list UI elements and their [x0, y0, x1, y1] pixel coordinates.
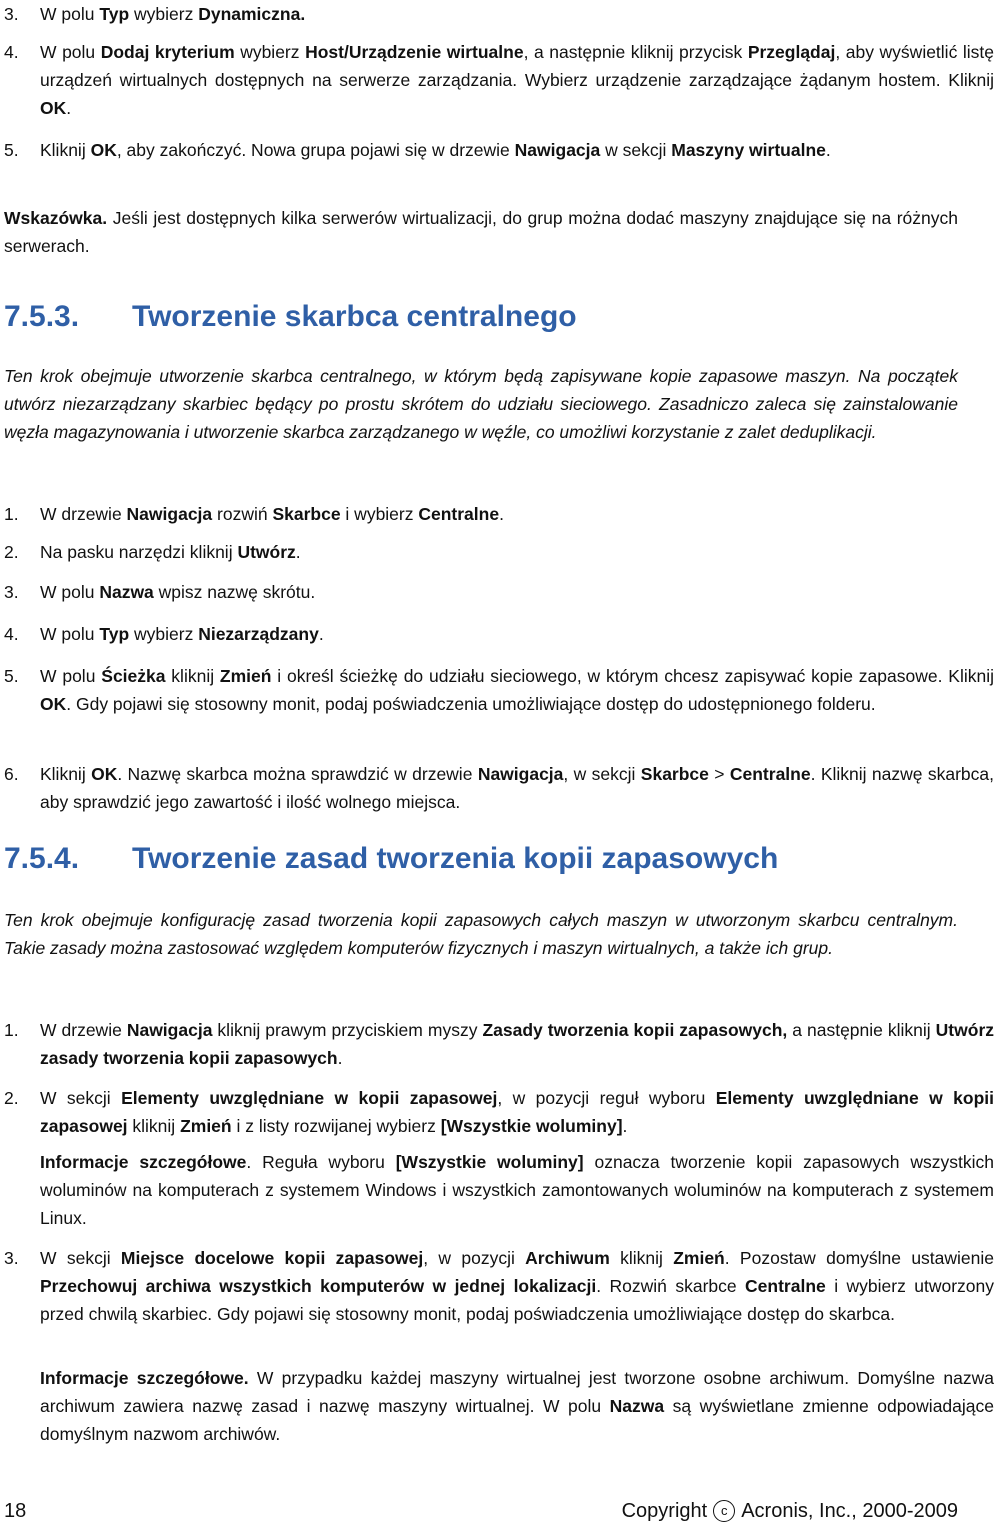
page-number: 18	[4, 1500, 27, 1522]
text-run: . Gdy pojawi się stosowny monit, podaj poświadczenia umożliwiające dostęp do udostępnionego folderu.	[66, 694, 876, 714]
copyright-notice	[622, 1500, 958, 1523]
list-number: 5.	[4, 140, 19, 160]
text-run: W polu	[40, 4, 100, 24]
bold-term: OK	[40, 694, 67, 714]
bold-term: Nazwa	[609, 1396, 665, 1416]
bold-term: [Wszystkie woluminy]	[395, 1152, 584, 1172]
list-item	[4, 620, 994, 648]
list-item	[4, 1244, 994, 1328]
bold-term: Zmień	[180, 1116, 232, 1136]
text-run: kliknij	[165, 666, 220, 686]
bold-term: Centralne	[418, 504, 500, 524]
text-run: w sekcji	[600, 140, 672, 160]
text-run: .	[825, 140, 831, 160]
bold-term: OK	[40, 98, 67, 118]
text-run: .	[295, 542, 301, 562]
bold-term: Nazwa	[99, 582, 154, 602]
text-run: wpisz nazwę skrótu.	[153, 582, 316, 602]
bold-term: Utwórz	[237, 542, 296, 562]
bold-term: Niezarządzany	[198, 624, 319, 644]
text-run: W polu	[40, 42, 101, 62]
bold-term: Przeglądaj	[747, 42, 836, 62]
text-run: , w pozycji	[423, 1248, 526, 1268]
list-item	[4, 538, 994, 566]
bold-term: OK	[91, 764, 118, 784]
text-run: wybierz	[234, 42, 306, 62]
text-run: W sekcji	[40, 1088, 122, 1108]
text-run: Jeśli jest dostępnych kilka serwerów wirtualizacji, do grup można dodać maszyny znajdujące się na różnych serwerach.	[4, 208, 958, 256]
section-intro: Ten krok obejmuje utworzenie skarbca centralnego, w którym będą zapisywane kopie zapasowe maszyn. Na początek utwórz niezarządzany skarbiec będący po prostu skrótem do udziału sieciowego. Zasadniczo zaleca się zainstalowanie węzła magazynowania i utworzenie skarbca zarządzanego w węźle, co umożliwi korzystanie z zalet deduplikacji.	[4, 366, 958, 442]
text-run: >	[708, 764, 730, 784]
text-run: W polu	[40, 666, 102, 686]
bold-term: [Wszystkie woluminy]	[440, 1116, 623, 1136]
bold-term: Informacje szczegółowe.	[40, 1368, 249, 1388]
section-number: 7.5.3.	[4, 300, 80, 333]
list-number: 6.	[4, 764, 19, 784]
list-number: 4.	[4, 42, 19, 62]
list-item	[4, 662, 994, 718]
list-number: 1.	[4, 504, 19, 524]
text-run: wybierz	[129, 4, 199, 24]
bold-term: Zmień	[673, 1248, 725, 1268]
text-run: kliknij	[609, 1248, 674, 1268]
text-run: i wybierz	[340, 504, 419, 524]
text-run: , aby wyświetlić listę urządzeń wirtualnych dostępnych na serwerze zarządzania. Wybierz urządzenie zarządzające żądanym hostem. Kliknij	[40, 42, 994, 90]
bold-term: Nawigacja	[477, 764, 564, 784]
text-run: i określ ścieżkę do udziału sieciowego, w którym chcesz zapisywać kopie zapasowe. Kliknij	[271, 666, 994, 686]
list-item	[4, 500, 994, 528]
list-number: 1.	[4, 1020, 19, 1040]
text-run: .	[337, 1048, 343, 1068]
text-run: wybierz	[129, 624, 199, 644]
text-run: W polu	[40, 624, 100, 644]
text-run: . Nazwę skarbca można sprawdzić w drzewie	[117, 764, 478, 784]
bold-term: Skarbce	[272, 504, 341, 524]
bold-term: Centralne	[745, 1276, 826, 1296]
bold-term: Dynamiczna.	[198, 4, 306, 24]
bold-term: Miejsce docelowe kopii zapasowej	[120, 1248, 424, 1268]
text-run: . Kliknij nazwę skarbca, aby sprawdzić jego zawartość i ilość wolnego miejsca.	[40, 764, 994, 812]
section-number: 7.5.4.	[4, 842, 80, 875]
bold-term: Zmień	[219, 666, 272, 686]
text-run: Kliknij	[40, 764, 92, 784]
copyright-icon: c	[713, 1500, 735, 1522]
bold-term: Przechowuj archiwa wszystkich komputerów w jednej lokalizacji	[40, 1276, 597, 1296]
list-item	[4, 1084, 994, 1140]
text-run: , w sekcji	[563, 764, 641, 784]
bold-term: Wskazówka.	[4, 208, 108, 228]
text-run: i z listy rozwijanej wybierz	[231, 1116, 441, 1136]
bold-term: Nawigacja	[126, 1020, 213, 1040]
section-intro: Ten krok obejmuje konfigurację zasad tworzenia kopii zapasowych całych maszyn w utworzonym skarbcu centralnym. Takie zasady można zastosować względem komputerów fizycznych i maszyn wirtualnych, a także ich grup.	[4, 910, 958, 958]
bold-term: OK	[90, 140, 117, 160]
text-run: kliknij prawym przyciskiem myszy	[212, 1020, 483, 1040]
text-run: W drzewie	[40, 504, 127, 524]
text-run: .	[66, 98, 72, 118]
list-number: 3.	[4, 582, 19, 602]
text-run: i wybierz utworzony przed chwilą skarbiec. Gdy pojawi się stosowny monit, podaj poświadczenia umożliwiające dostęp do skarbca.	[40, 1276, 994, 1324]
detail-note	[4, 1364, 994, 1448]
bold-term: Skarbce	[640, 764, 709, 784]
copyright-holder: Acronis, Inc., 2000-2009	[741, 1500, 958, 1522]
bold-term: Nawigacja	[126, 504, 213, 524]
list-item	[4, 578, 994, 606]
text-run: Kliknij	[40, 140, 91, 160]
text-run: rozwiń	[212, 504, 273, 524]
text-run: , a następnie kliknij przycisk	[523, 42, 748, 62]
list-number: 5.	[4, 666, 19, 686]
section-heading-754	[4, 842, 958, 876]
text-run: .	[499, 504, 504, 524]
text-run: kliknij	[127, 1116, 181, 1136]
list-number: 4.	[4, 624, 19, 644]
text-run: Na pasku narzędzi kliknij	[40, 542, 238, 562]
bold-term: Maszyny wirtualne	[671, 140, 826, 160]
text-run: W polu	[40, 582, 100, 602]
list-item	[4, 1016, 994, 1072]
text-run: . Pozostaw domyślne ustawienie	[724, 1248, 994, 1268]
bold-term: Elementy uwzględniane w kopii zapasowej	[40, 1088, 994, 1136]
list-number: 3.	[4, 1248, 19, 1268]
bold-term: Utwórz zasady tworzenia kopii zapasowych	[40, 1020, 994, 1068]
bold-term: Centralne	[729, 764, 811, 784]
text-run: , aby zakończyć. Nowa grupa pojawi się w drzewie	[116, 140, 515, 160]
text-run: a następnie kliknij	[787, 1020, 936, 1040]
list-number: 2.	[4, 1088, 19, 1108]
bold-term: Nawigacja	[514, 140, 601, 160]
text-run: W sekcji	[40, 1248, 121, 1268]
list-item	[4, 136, 994, 164]
text-run: W przypadku każdej maszyny wirtualnej jest tworzone osobne archiwum. Domyślne nazwa archiwum zawiera nazwę zasad i nazwę maszyny wirtualnej. W polu	[40, 1368, 994, 1416]
bold-term: Elementy uwzględniane w kopii zapasowej	[121, 1088, 498, 1108]
list-item	[4, 760, 994, 816]
text-run: są wyświetlane zmienne odpowiadające domyślnym nazwom archiwów.	[40, 1396, 994, 1444]
bold-term: Zasady tworzenia kopii zapasowych,	[482, 1020, 788, 1040]
text-run: . Reguła wyboru	[246, 1152, 396, 1172]
list-item	[4, 0, 994, 28]
bold-term: Typ	[99, 4, 130, 24]
text-run: .	[318, 624, 324, 644]
bold-term: Dodaj kryterium	[100, 42, 235, 62]
list-item	[4, 38, 994, 122]
detail-note	[4, 1148, 994, 1232]
hint-paragraph	[4, 204, 958, 260]
section-title: Tworzenie zasad tworzenia kopii zapasowych	[132, 842, 779, 875]
bold-term: Ścieżka	[101, 666, 166, 686]
text-run: oznacza tworzenie kopii zapasowych wszystkich woluminów na komputerach z systemem Windows i wszystkich zamontowanych woluminów na komputerach z systemem Linux.	[40, 1152, 994, 1228]
bold-term: Informacje szczegółowe	[40, 1152, 247, 1172]
text-run: W drzewie	[40, 1020, 127, 1040]
section-title: Tworzenie skarbca centralnego	[132, 300, 577, 333]
list-number: 3.	[4, 4, 19, 24]
bold-term: Host/Urządzenie wirtualne	[305, 42, 524, 62]
bold-term: Typ	[99, 624, 130, 644]
list-number: 2.	[4, 542, 19, 562]
text-run: , w pozycji reguł wyboru	[497, 1088, 716, 1108]
text-run: . Rozwiń skarbce	[596, 1276, 746, 1296]
section-heading-753	[4, 300, 958, 334]
text-run: .	[622, 1116, 628, 1136]
bold-term: Archiwum	[525, 1248, 610, 1268]
copyright-label: Copyright	[621, 1500, 708, 1522]
